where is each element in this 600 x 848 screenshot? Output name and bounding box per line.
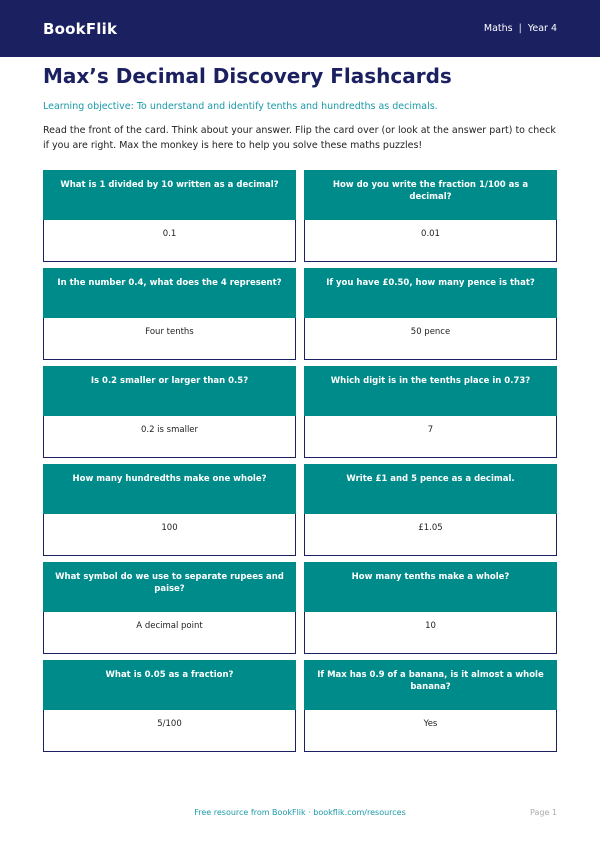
card-answer: Yes	[304, 710, 557, 752]
footer-source-link[interactable]: Free resource from BookFlik · bookflik.com/resources	[194, 808, 406, 817]
meta-separator: |	[518, 23, 522, 34]
card-question: Which digit is in the tenths place in 0.73?	[304, 366, 557, 416]
card-answer: Four tenths	[43, 318, 296, 360]
flashcard-2[interactable]	[304, 170, 557, 262]
card-question: If Max has 0.9 of a banana, is it almost a whole banana?	[304, 660, 557, 710]
card-answer: A decimal point	[43, 612, 296, 654]
flashcard-12[interactable]	[304, 660, 557, 752]
card-question: What is 0.05 as a fraction?	[43, 660, 296, 710]
flashcard-3[interactable]	[43, 268, 296, 360]
flashcard-6[interactable]	[304, 366, 557, 458]
card-answer: 7	[304, 416, 557, 458]
flashcard-4[interactable]	[304, 268, 557, 360]
card-answer: 100	[43, 514, 296, 556]
card-question: Write £1 and 5 pence as a decimal.	[304, 464, 557, 514]
card-answer: 0.2 is smaller	[43, 416, 296, 458]
card-question: If you have £0.50, how many pence is that?	[304, 268, 557, 318]
subject-label: Maths	[483, 23, 513, 34]
flashcard-1[interactable]	[43, 170, 296, 262]
page-number: Page 1	[530, 808, 557, 817]
card-question: What symbol do we use to separate rupees and paise?	[43, 562, 296, 612]
page-title: Max’s Decimal Discovery Flashcards	[43, 64, 452, 88]
card-answer: 50 pence	[304, 318, 557, 360]
card-answer: 5/100	[43, 710, 296, 752]
card-answer: £1.05	[304, 514, 557, 556]
flashcard-9[interactable]	[43, 562, 296, 654]
flashcard-grid	[43, 170, 557, 752]
flashcard-11[interactable]	[43, 660, 296, 752]
card-answer: 0.1	[43, 220, 296, 262]
flashcard-5[interactable]	[43, 366, 296, 458]
card-question: What is 1 divided by 10 written as a decimal?	[43, 170, 296, 220]
brand-logo[interactable]: BookFlik	[43, 19, 118, 38]
flashcard-10[interactable]	[304, 562, 557, 654]
header-meta	[484, 23, 557, 34]
flashcard-7[interactable]	[43, 464, 296, 556]
card-question: In the number 0.4, what does the 4 represent?	[43, 268, 296, 318]
card-question: How many hundredths make one whole?	[43, 464, 296, 514]
card-answer: 10	[304, 612, 557, 654]
intro-text: Read the front of the card. Think about your answer. Flip the card over (or look at the answer part) to check if you are right. Max the monkey is here to help you solve these maths puzzles!	[43, 125, 556, 151]
year-label: Year 4	[527, 23, 557, 34]
header-bar	[0, 0, 600, 57]
learning-objective: Learning objective: To understand and identify tenths and hundredths as decimals.	[43, 101, 438, 112]
card-question: Is 0.2 smaller or larger than 0.5?	[43, 366, 296, 416]
card-question: How many tenths make a whole?	[304, 562, 557, 612]
card-answer: 0.01	[304, 220, 557, 262]
flashcard-8[interactable]	[304, 464, 557, 556]
card-question: How do you write the fraction 1/100 as a decimal?	[304, 170, 557, 220]
